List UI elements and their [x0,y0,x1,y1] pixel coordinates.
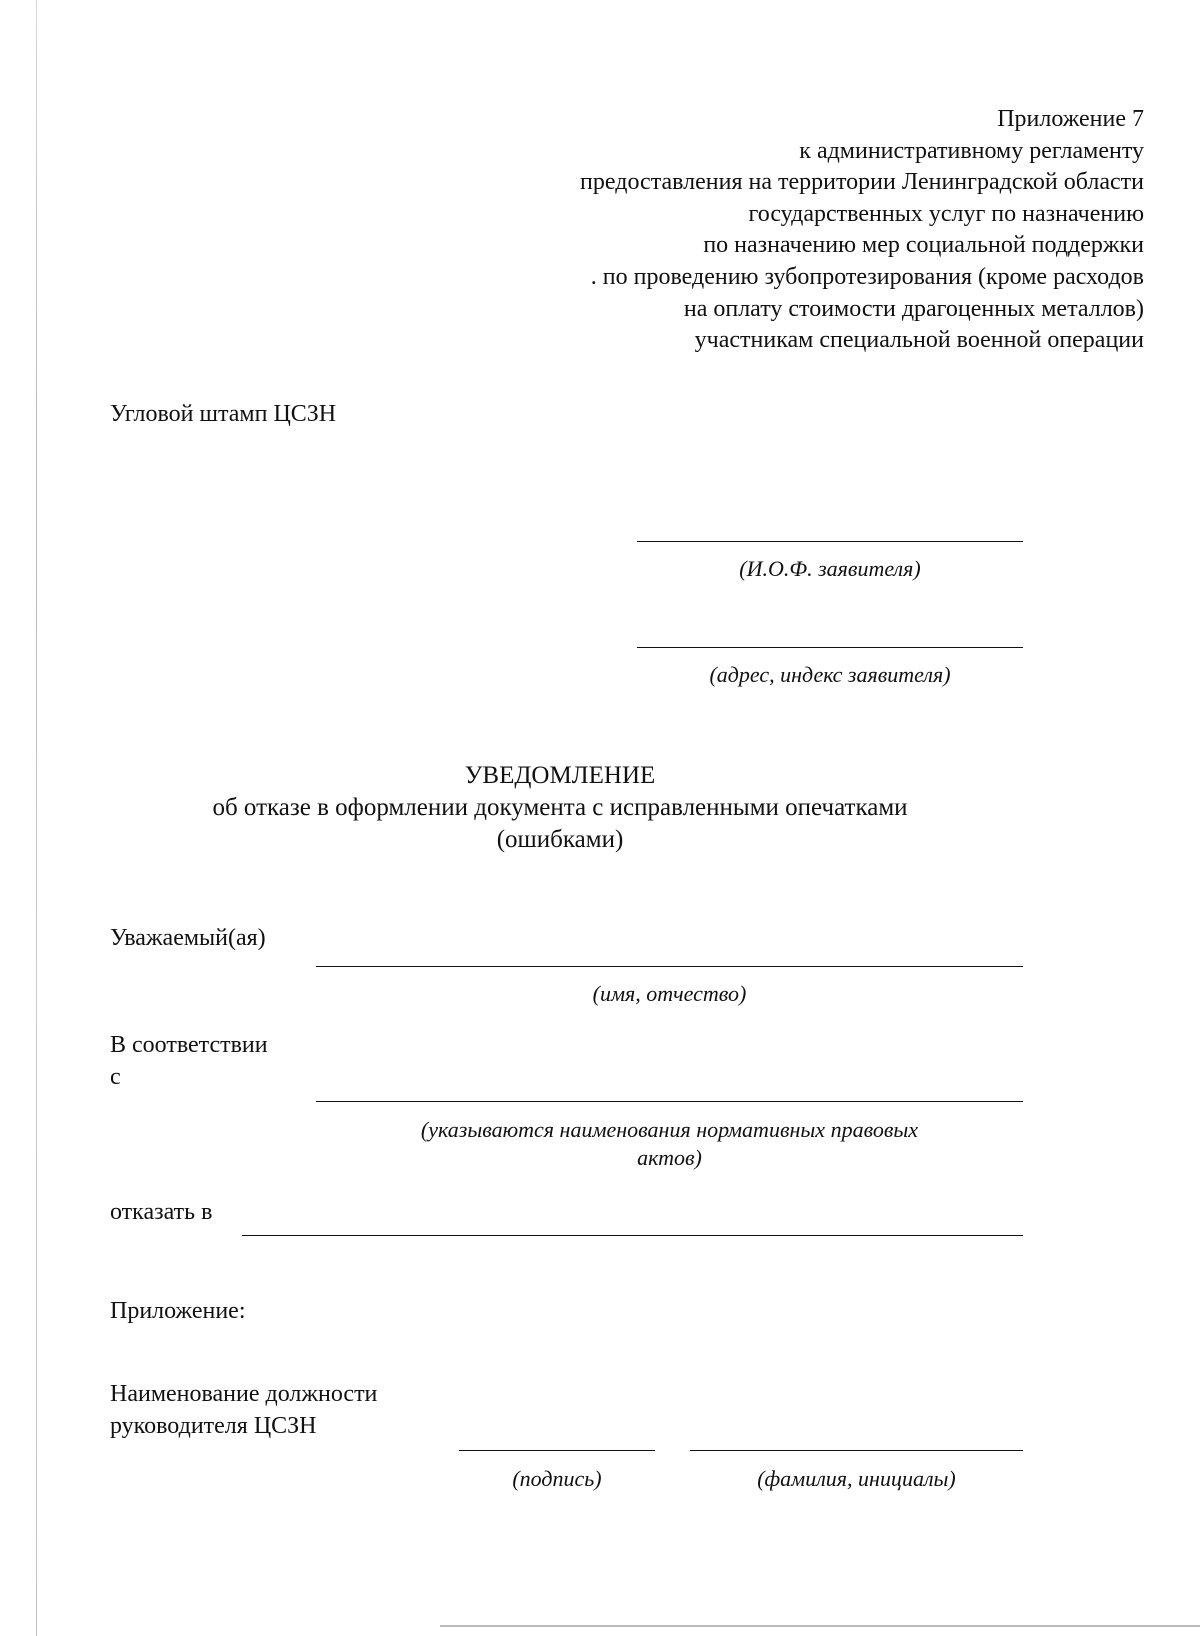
stamp-label: Угловой штамп ЦСЗН [110,401,337,427]
greeting-line[interactable] [316,966,1023,967]
header-line: к административному регламенту [799,137,1144,164]
applicant-name-caption: (И.О.Ф. заявителя) [739,556,921,581]
header-line: . по проведению зубопротезирования (кроме расходов [590,263,1144,290]
notice-subtitle-line1: об отказе в оформлении документа с исправленными опечатками [212,794,908,821]
refuse-line[interactable] [242,1235,1023,1236]
position-label-line2: руководителя ЦСЗН [110,1413,317,1439]
attachment-label: Приложение: [110,1298,246,1324]
appendix-header [424,104,1144,357]
header-line: предоставления на территории Ленинградской области [580,169,1144,196]
applicant-name-line[interactable] [637,541,1023,542]
signature-line[interactable] [459,1450,655,1451]
header-line: государственных услуг по назначению [748,200,1144,227]
according-caption-line1: (указываются наименования нормативных правовых [420,1117,919,1142]
header-line: на оплату стоимости драгоценных металлов) [683,295,1144,322]
scan-edge-line [36,0,37,1636]
notice-title: УВЕДОМЛЕНИЕ [464,762,656,789]
position-label-line1: Наименование должности [110,1381,378,1407]
greeting-caption: (имя, отчество) [592,981,747,1006]
applicant-address-caption: (адрес, индекс заявителя) [709,662,951,687]
scan-bottom-edge [440,1625,1200,1627]
according-label-line2: с [110,1064,121,1090]
header-line: Приложение 7 [997,106,1144,132]
notice-subtitle-line2: (ошибками) [496,826,624,853]
header-line: участникам специальной военной операции [694,327,1144,354]
applicant-address-line[interactable] [637,647,1023,648]
header-line: по назначению мер социальной поддержки [703,232,1144,259]
according-line[interactable] [316,1101,1023,1102]
according-label-line1: В соответствии [110,1032,268,1058]
full-name-caption: (фамилия, инициалы) [757,1466,956,1491]
according-caption-line2: актов) [637,1145,702,1170]
greeting-label: Уважаемый(ая) [110,925,266,951]
full-name-line[interactable] [690,1450,1023,1451]
signature-caption: (подпись) [512,1466,602,1491]
refuse-label: отказать в [110,1199,213,1225]
